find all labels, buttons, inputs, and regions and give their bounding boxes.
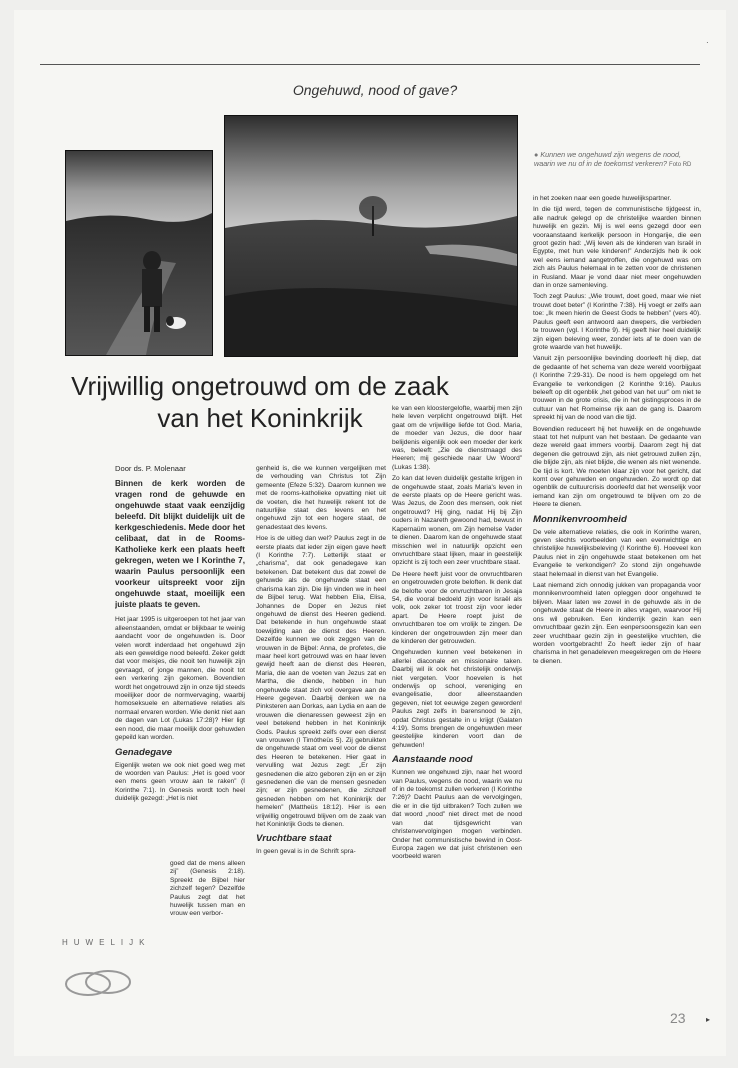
article-column-2 bbox=[256, 465, 386, 1025]
article-column-4 bbox=[533, 195, 701, 1025]
wedding-rings-icon bbox=[60, 960, 140, 1004]
lead-paragraph: Binnen de kerk worden de vragen rond de gehuwde en ongehuwde staat vaak eenzijdig beleefd. Dit blijkt duidelijk uit de kerkgeschiedenis. Mede door het celibaat, dat in de Rooms-Katholieke kerk een plaats heeft gekregen, weten we I Korinthe 7, waarin Paulus persoonlijk een voorkeur uitspreekt voor zijn ongehuwde staat, moeilijk een juiste plaats te geven. bbox=[115, 479, 245, 610]
paragraph: ke van een kloostergelofte, waarbij men zijn hele leven verplicht ongetrouwd blijft. Het gaat om de vrijwillige liefde tot God. Maria, de moeder van Jezus, die door haar belijdenis eigenlijk ook een moeder der kerk was, beleeft: „Zie de dienstmaagd des Heeren; mij geschiede naar Uw Woord” (Lukas 1:38). bbox=[392, 405, 522, 471]
paragraph: Het jaar 1995 is uitgeroepen tot het jaar van alleenstaanden, omdat er blijkbaar te weinig aandacht voor de ongehuwden is. Door velen wordt inderdaad het ongehuwd zijn als een geweldige nood beleefd. Zeker geldt dat voor meisjes, die nooit ten huwelijk zijn gevraagd, of jonge mannen, die nooit tot een verkering zijn gekomen. Bovendien wordt het ongetrouwd zijn in onze tijd steeds moeilijker door de normvervaging, waarbij homoseksuele en alternatieve relaties als normaal ervaren worden. Wie denkt niet aan de dagen van Lot (Lukas 17:28)? Hier ligt een nood, die maar moeilijk door gehuwden gepeild kan worden. bbox=[115, 616, 245, 742]
caption-bullet: ● bbox=[534, 150, 539, 159]
subheading-aanstaande-nood: Aanstaande nood bbox=[392, 754, 473, 766]
paragraph: genheid is, die we kunnen vergelijken met de verhouding van Christus tot Zijn gemeente (Efeze 5:32). Daarom kunnen we met de rooms-katholieke opvatting niet uit de voeten, die het huwelijk rekent tot de natuurlijke staat des levens en het ongehuwd zijn tot een hogere staat, de genadestaat des levens. bbox=[256, 465, 386, 531]
photo-man-with-dog bbox=[65, 150, 213, 356]
page-edge-mark: · bbox=[706, 38, 709, 47]
subheading-monnikenvroomheid: Monnikenvroomheid bbox=[533, 513, 627, 525]
paragraph: Vanuit zijn persoonlijke bevinding doorleeft hij diep, dat de gedaante of het schema van deze wereld voorbijgaat (I Korinthe 7:29-31). De nood is hem opgelegd om het Evangelie te verkondigen (2 Korinthe 9:16). Paulus beleeft op dit ogenblik „het gebod van het uur” om niet te trouwen in de grote crisis, die in het gistingsproces in de cultuur van het Romeinse rijk aan de gang is. Daarom spreekt hij van de nood van die tijd. bbox=[533, 355, 701, 422]
paragraph: Eigenlijk weten we ook niet goed weg met de woorden van Paulus: „Het is goed voor een mens geen vrouw aan te raken” (I Korinthe 7:1). In Genesis wordt toch heel duidelijk gezegd: „Het is niet bbox=[115, 761, 245, 803]
photo-heath-landscape bbox=[224, 115, 518, 357]
paragraph: Toch zegt Paulus: „Wie trouwt, doet goed, maar wie niet trouwt doet beter” (I Korinthe 7:38). Hij voegt er zelfs aan toe: „Ik meen hierin de Geest Gods te hebben” (vers 40). Paulus geeft een antwoord aan dwepers, die verbieden te trouwen (vgl. I Korinthe 9). Hij geeft hier heel duidelijk zijn eigen beleving weer, zonder iets af te doen van de grote waarde van het huwelijk. bbox=[533, 293, 701, 351]
top-rule bbox=[40, 64, 700, 65]
photo-man-with-dog-image bbox=[66, 151, 212, 355]
byline: Door ds. P. Molenaar bbox=[115, 465, 186, 473]
article-column-1-tail: goed dat de mens alleen zij” (Genesis 2:18). Spreekt de Bijbel hier zichzelf tegen? Dezelfde Paulus zegt dat het huwelijk tussen man en vrouw een verbor- bbox=[170, 860, 245, 918]
page-corner-arrow-icon: ▸ bbox=[706, 1015, 711, 1024]
caption-credit: Foto RD bbox=[669, 162, 692, 169]
paragraph: In die tijd werd, tegen de communistische tijdgeest in, alle nadruk gelegd op de christelijke waarden binnen huwelijk en gezin. Mij is wel eens gezegd door een vooraanstaand kerkelijk persoon in Hongarije, die een groot gezin had: „Wij leven als de kinderen van Israël in Egypte, met hun vele kinderen!” Anderzijds heb ik ook wel eens iemand aangetroffen, die ongehuwd was om zich als Paulus helemaal in te zetten voor de christenen in Rusland. Maar je vond daar niet meer ongehuwden dan in onze samenleving. bbox=[533, 206, 701, 290]
photo-heath-landscape-image bbox=[225, 116, 517, 356]
paragraph: Bovendien reduceert hij het huwelijk en de ongehuwde staat tot het nulpunt van het bestaan. De gedaante van deze wereld gaat immers voorbij. Daarom zegt hij dat degenen die getrouwd zijn, als niet getrouwd zullen zijn, die blijde zijn, als niet blijde, die wenen als niet wenende. De tijd is kort. We moeten klaar zijn voor het gericht, dat komt over gehuwden en ongehuwden. Zo wordt op dat ogenblik de cultuurcrisis doorleefd dat het wenselijk voor iemand kan zijn om ongetrouwd te blijven om zo de Heere te dienen. bbox=[533, 425, 701, 509]
paragraph: in het zoeken naar een goede huwelijkspartner. bbox=[533, 195, 672, 202]
subheading-vruchtbare-staat: Vruchtbare staat bbox=[256, 833, 332, 845]
paragraph: In geen geval is in de Schrift spra- bbox=[256, 848, 356, 856]
paragraph: Laat niemand zich onnodig jukken van propaganda voor monnikenvroomheid laten opleggen door ongehuwd te blijven. Maar laten we zowel in de gehuwde als in de ongehuwde staat de Heere in alles vragen, waarvoor Hij ons wil gebruiken. Een kinderrijk gezin kan een onvruchtbaar gezin zijn. Een eenpersoonsgezin kan een zeer vruchtbaar gezin zijn in geestelijke vruchten, die worden voortgebracht! Zo heeft ieder zijn of haar charisma in het genadeleven meegekregen om de Heere te dienen. bbox=[533, 582, 701, 665]
paragraph: De Heere heeft juist voor de onvruchtbaren en ongetrouwden grote beloften. Ik denk dat de belofte voor de onvruchtbaren in Jesaja 54, die vooral bedoeld zijn voor Israël als volk, ook zeker tot troost zijn voor ieder apart. De Heere roept juist de onvruchtbaren toe om vrolijk te zingen. De kinderen der ongetrouwden zijn meer dan de kinderen der getrouwden. bbox=[392, 570, 522, 645]
page-number: 23 bbox=[670, 1010, 686, 1026]
paragraph: Kunnen we ongehuwd zijn, naar het woord van Paulus, wegens de nood, waarin we nu of in de toekomst zullen verkeren (I Korinthe 7:26)? Dacht Paulus aan de vervolgingen, die er in die tijd uitbraken? Toch zullen we dat woord „nood” niet direct met de nood van dat tijdsgewricht van christenvervolgingen mogen verbinden. Onder het communistische bewind in Oost-Europa zagen we dat juist christenen een voorbeeld waren bbox=[392, 769, 522, 861]
subheading-genadegave: Genadegave bbox=[115, 746, 173, 758]
paragraph: Zo kan dat leven duidelijk gestalte krijgen in de ongehuwde staat, zoals Maria's leven in de eerste plaats op de Heere gericht was. Was Jezus, de Zoon des mensen, ook niet ongetrouwd? Hij ging, nadat Hij bij Zijn ouders in Nazareth gewoond had, bewust in Kapernaüm wonen, om Zijn hemelse Vader te dienen. Daarom kan de ongehuwde staat misschien wel in natuurlijk opzicht een onvruchtbare staat lijken, maar in geestelijk opzicht is zij toch een zeer vruchtbare staat. bbox=[392, 475, 522, 567]
caption-text: Kunnen we ongehuwd zijn wegens de nood, waarin we nu of in de toekomst verkeren? bbox=[534, 150, 682, 169]
section-subtitle: Ongehuwd, nood of gave? bbox=[292, 82, 458, 98]
paragraph: De vele alternatieve relaties, die ook in Korinthe waren, geven slechts voorbeelden van een evenwichtige en christelijke huwelijksbeleving (I Korinthe 6). Hoeveel kon Paulus niet in zijn ongehuwde staat betekenen om het Evangelie te verkondigen? Zo stond zijn ongehuwde staat helemaal in dienst van het Evangelie. bbox=[533, 528, 701, 578]
section-label: HUWELIJK bbox=[62, 938, 151, 947]
paragraph: Ongehuwden kunnen veel betekenen in allerlei diaconale en missionaire taken. Daarbij wil ik ook het christelijk onderwijs niet vergeten. Voor hoevelen is het onderwijs op school, vereniging en evangelisatie, door alleenstaanden gegeven, niet tot eeuwige zegen geworden! Paulus zegt zelfs in barensnood te zijn, opdat Christus gestalte in u krijgt (Galaten 4:19). Soms brengen de ongehuwden meer geestelijke kinderen voort dan de gehuwden! bbox=[392, 649, 522, 749]
paragraph: Hoe is de uitleg dan wel? Paulus zegt in de eerste plaats dat ieder zijn eigen gave heeft (I Korinthe 7:7). Letterlijk staat er „charisma”, dat ook genadegave kan betekenen. Dat betekent dus dat zowel de gehuwde als de ongehuwde staat een charisma kan zijn. Die lijn vinden we in heel de Bijbel terug. Wat hebben Elia, Elisa, Johannes de Doper en Jezus niet ongehuwd de dienst des Heeren gediend. Dat betekende in hun ongehuwde staat toewijding aan de dienst des Heeren. Dezelfde kunnen we ook zeggen van de vrouwen in de Bijbel: Anna, de profetes, die maar heel kort getrouwd was en haar leven gewijd heeft aan de dienst des Heeren, Maria, die aan de voeten van Jezus zat en Martha, die diende, hebben in hun ongehuwde staat zich vol overgave aan de Heere gegeven. Daarbij denken we na Pinksteren aan Dorkas, aan Lydia en aan de vrouwen die dienaressen geweest zijn en veel betekend hebben in het Koninkrijk Gods. Paulus spreekt zelfs over een dienst van vrouwen (I Timótheüs 5). Zij gebruikten de ongehuwde staat om veel voor de dienst des Heeren te betekenen. Hier gaat in vervulling wat Jezus zegt: „Er zijn gesnedenen die alzo geboren zijn en er zijn gesnedenen die van de mensen gesneden zijn; er zijn gesnedenen, die zichzelf gesneden hebben om het Koninkrijk der hemelen” (Mattheüs 18:12). Hier is een vrijwillig ongetrouwd blijven om de zaak van het Koninkrijk Gods te dienen. bbox=[256, 535, 386, 829]
article-column-1 bbox=[115, 465, 245, 860]
photo-caption bbox=[534, 150, 702, 171]
article-headline: Vrijwillig ongetrouwd om de zaak van het Koninkrijk bbox=[71, 371, 449, 433]
article-column-3 bbox=[392, 405, 522, 1025]
